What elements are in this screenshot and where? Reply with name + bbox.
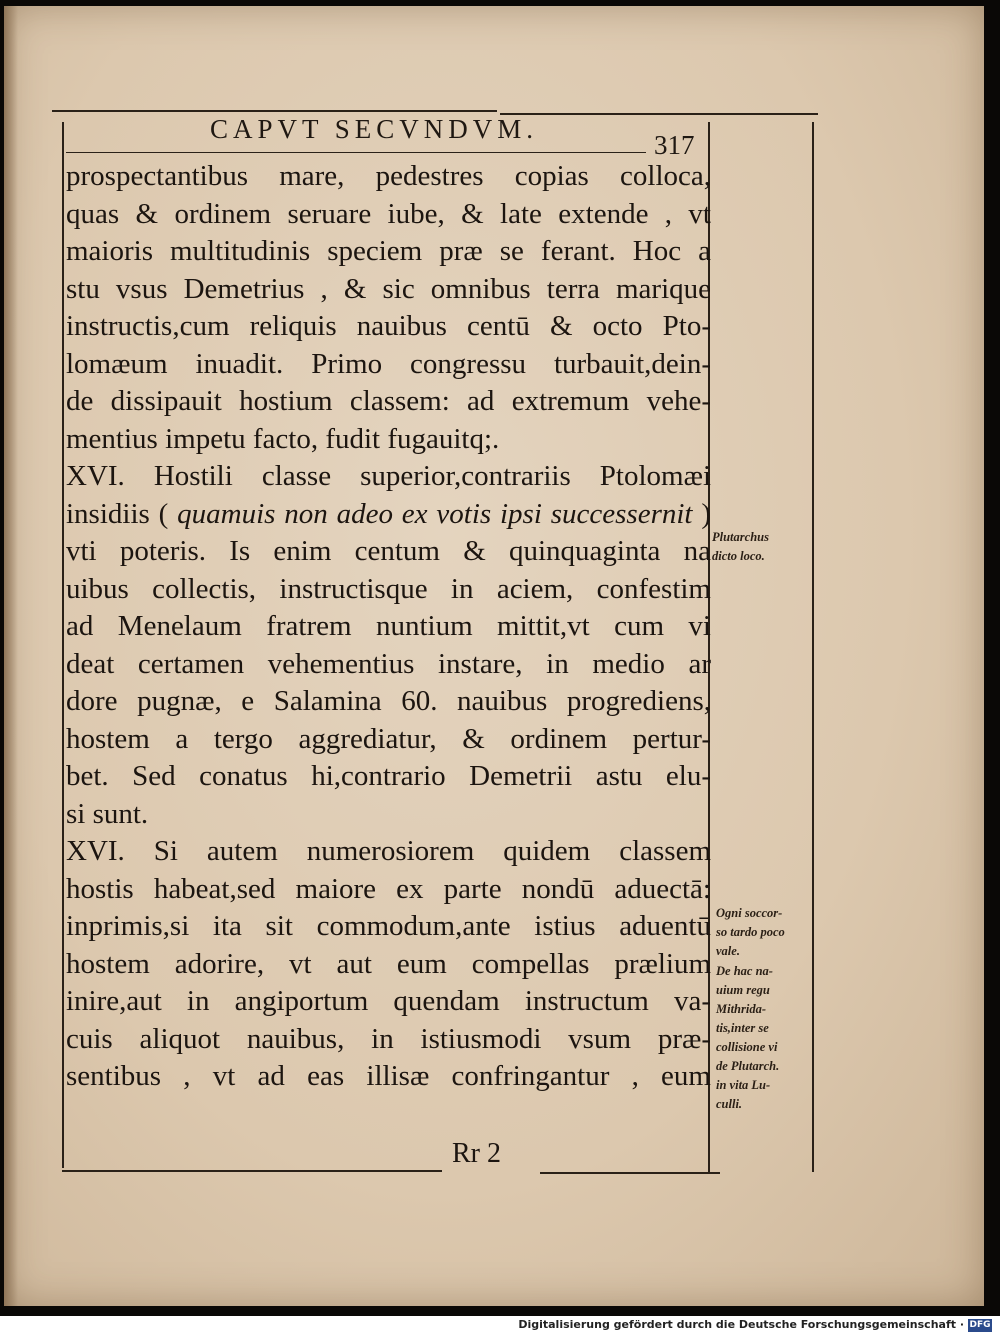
text-line: hostem adorire, vt aut eum compellas prælium [66,947,711,980]
text-line: mentius impetu facto, fudit fugauitq;. [66,422,500,455]
text-line: XVI. Hostili classe superior,contrariis Ptolomæi [66,460,711,492]
funding-credit: Digitalisierung gefördert durch die Deutsche Forschungsgemeinschaft · [518,1318,964,1331]
text-line: lomæum inuadit. Primo congressu turbauit,dein- [66,347,711,380]
text-fragment: insidiis ( [66,497,169,530]
main-text-block [66,158,711,1096]
margin-note-ogni-soccorso [716,904,810,961]
margin-note-line: in vita Lu- [716,1078,771,1092]
text-line: ad Menelaum fratrem nuntium mittit,vt cum vi [66,610,711,642]
signature-mark: Rr 2 [452,1138,501,1169]
margin-note-line: so tardo poco [716,925,785,939]
margin-right-rule [812,122,814,1172]
margin-note-line: culli. [716,1097,743,1111]
left-column-rule [62,122,64,1168]
text-line: sentibus , vt ad eas illisæ confringantur , eum [66,1060,711,1092]
text-line-mixed [66,496,711,534]
margin-note-line: collisione vi [716,1040,778,1054]
margin-note-line: De hac na- [716,964,773,978]
margin-note-line: Mithrida- [716,1002,767,1016]
footer-rule-left [62,1170,442,1172]
text-line: uibus collectis, instructisque in aciem, confestim [66,572,711,605]
header-rule-top [52,110,497,112]
margin-note-line: de Plutarch. [716,1059,780,1073]
text-line: bet. Sed conatus hi,contrario Demetrii astu elu- [66,760,711,792]
footer-rule-right [540,1172,720,1174]
text-line: maioris multitudinis speciem præ se ferant. Hoc a [66,235,711,267]
running-header: CAPVT SECVNDVM. [210,114,539,144]
margin-note-line: vale. [716,944,740,958]
text-line: dore pugnæ, e Salamina 60. nauibus progrediens, [66,685,711,717]
text-line: instructis,cum reliquis nauibus centū & octo Pto- [66,310,711,342]
text-line: si sunt. [66,797,149,830]
text-line: hostis habeat,sed maiore ex parte nondū aduectā: [66,872,711,905]
text-line: cuis aliquot nauibus, in istiusmodi vsum præ- [66,1022,711,1055]
text-fragment: ) [701,497,711,530]
text-line: inire,aut in angiportum quendam instructum va- [66,985,711,1017]
margin-note-line: tis,inter se [716,1021,769,1035]
header-rule-under [66,152,646,153]
text-line: stu vsus Demetrius , & sic omnibus terra marique [66,272,711,305]
margin-note-line: dicto loco. [712,549,765,563]
margin-note-line: uium regu [716,983,770,997]
italic-quote: quamuis non adeo ex votis ipsi successernit [177,497,693,530]
header-rule-top-right [500,113,818,115]
page-gutter-shadow [4,6,18,1306]
margin-note-plutarch [712,528,810,566]
text-line: vti poteris. Is enim centum & quinquaginta na [66,535,711,567]
margin-note-mithridates [716,962,812,1114]
text-line: XVI. Si autem numerosiorem quidem classem [66,835,711,867]
text-line: deat certamen vehementius instare, in medio ar [66,647,711,680]
text-line: quas & ordinem seruare iube, & late extende , vt [66,197,711,230]
text-line: hostem a tergo aggrediatur, & ordinem pertur- [66,722,711,755]
text-line: de dissipauit hostium classem: ad extremum vehe- [66,385,711,417]
text-line: prospectantibus mare, pedestres copias colloca, [66,160,711,192]
dfg-logo: DFG [969,1320,991,1330]
margin-note-line: Ogni soccor- [716,906,783,920]
digitization-footer [0,1316,1000,1336]
margin-note-line: Plutarchus [712,530,769,544]
page-number: 317 [654,130,695,160]
text-line: inprimis,si ita sit commodum,ante istius aduentū [66,910,711,942]
